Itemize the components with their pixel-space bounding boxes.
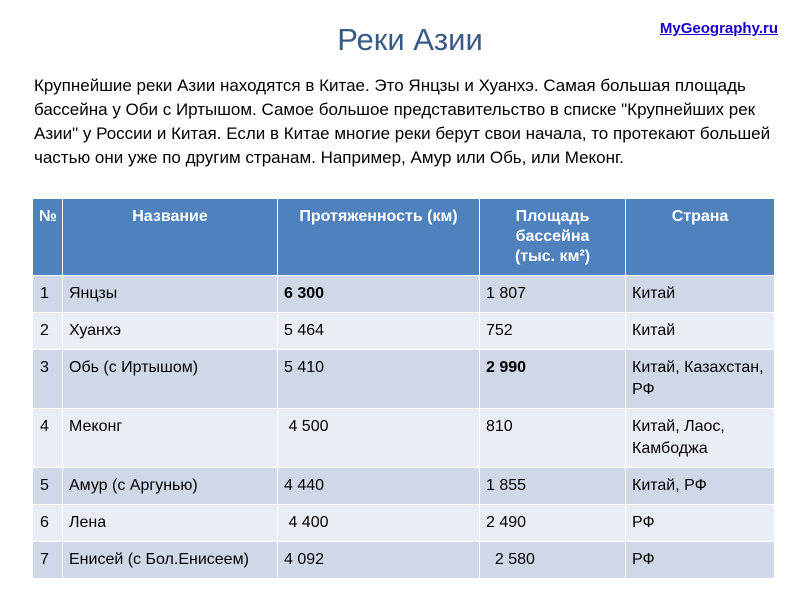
table-row	[33, 409, 775, 468]
cell-country: Китай, Казахстан, РФ	[626, 350, 775, 409]
cell-basin: 1 807	[480, 276, 626, 313]
cell-length: 5 464	[278, 313, 480, 350]
cell-num: 2	[33, 313, 63, 350]
cell-name: Амур (с Аргунью)	[63, 468, 278, 505]
cell-name: Меконг	[63, 409, 278, 468]
table-row	[33, 468, 775, 505]
table-row	[33, 542, 775, 579]
cell-num: 6	[33, 505, 63, 542]
cell-country: РФ	[626, 505, 775, 542]
header-basin	[480, 199, 626, 276]
cell-country: РФ	[626, 542, 775, 579]
cell-length: 4 092	[278, 542, 480, 579]
header-basin-line3: (тыс. км²)	[514, 248, 591, 265]
site-link[interactable]: MyGeography.ru	[659, 20, 778, 37]
cell-basin: 752	[480, 313, 626, 350]
cell-name: Янцзы	[63, 276, 278, 313]
cell-num: 3	[33, 350, 63, 409]
table-row	[33, 313, 775, 350]
table-header-row	[33, 199, 775, 276]
cell-num: 5	[33, 468, 63, 505]
header-basin-line2: бассейна	[515, 228, 590, 245]
table-row	[33, 276, 775, 313]
cell-length: 4 400	[278, 505, 480, 542]
cell-length: 6 300	[278, 276, 480, 313]
header-basin-line1: Площадь	[515, 208, 590, 225]
cell-num: 4	[33, 409, 63, 468]
cell-name: Хуанхэ	[63, 313, 278, 350]
cell-country: Китай, Лаос, Камбоджа	[626, 409, 775, 468]
cell-country: Китай, РФ	[626, 468, 775, 505]
cell-num: 7	[33, 542, 63, 579]
cell-length: 4 500	[278, 409, 480, 468]
cell-num: 1	[33, 276, 63, 313]
cell-country: Китай	[626, 276, 775, 313]
page-title: Реки Азии	[337, 22, 483, 57]
cell-basin: 810	[480, 409, 626, 468]
cell-basin: 1 855	[480, 468, 626, 505]
table-row	[33, 505, 775, 542]
cell-basin: 2 580	[480, 542, 626, 579]
cell-name: Енисей (с Бол.Енисеем)	[63, 542, 278, 579]
table-row	[33, 350, 775, 409]
cell-name: Обь (с Иртышом)	[63, 350, 278, 409]
header-name: Название	[63, 199, 278, 276]
cell-length: 4 440	[278, 468, 480, 505]
cell-name: Лена	[63, 505, 278, 542]
rivers-table	[32, 198, 775, 579]
header-country: Страна	[626, 199, 775, 276]
cell-basin: 2 490	[480, 505, 626, 542]
header-length: Протяженность (км)	[278, 199, 480, 276]
cell-basin: 2 990	[480, 350, 626, 409]
cell-country: Китай	[626, 313, 775, 350]
intro-text: Крупнейшие реки Азии находятся в Китае. Это Янцзы и Хуанхэ. Самая большая площадь бассейна у Оби с Иртышом. Самое большое представительство в списке "Крупнейших рек Азии" у России и Китая. Если в Китае многие реки берут свои начала, то протекают большей частью они уже по другим странам. Например, Амур или Обь, или Меконг.	[34, 76, 771, 167]
cell-length: 5 410	[278, 350, 480, 409]
header-num: №	[33, 199, 63, 276]
